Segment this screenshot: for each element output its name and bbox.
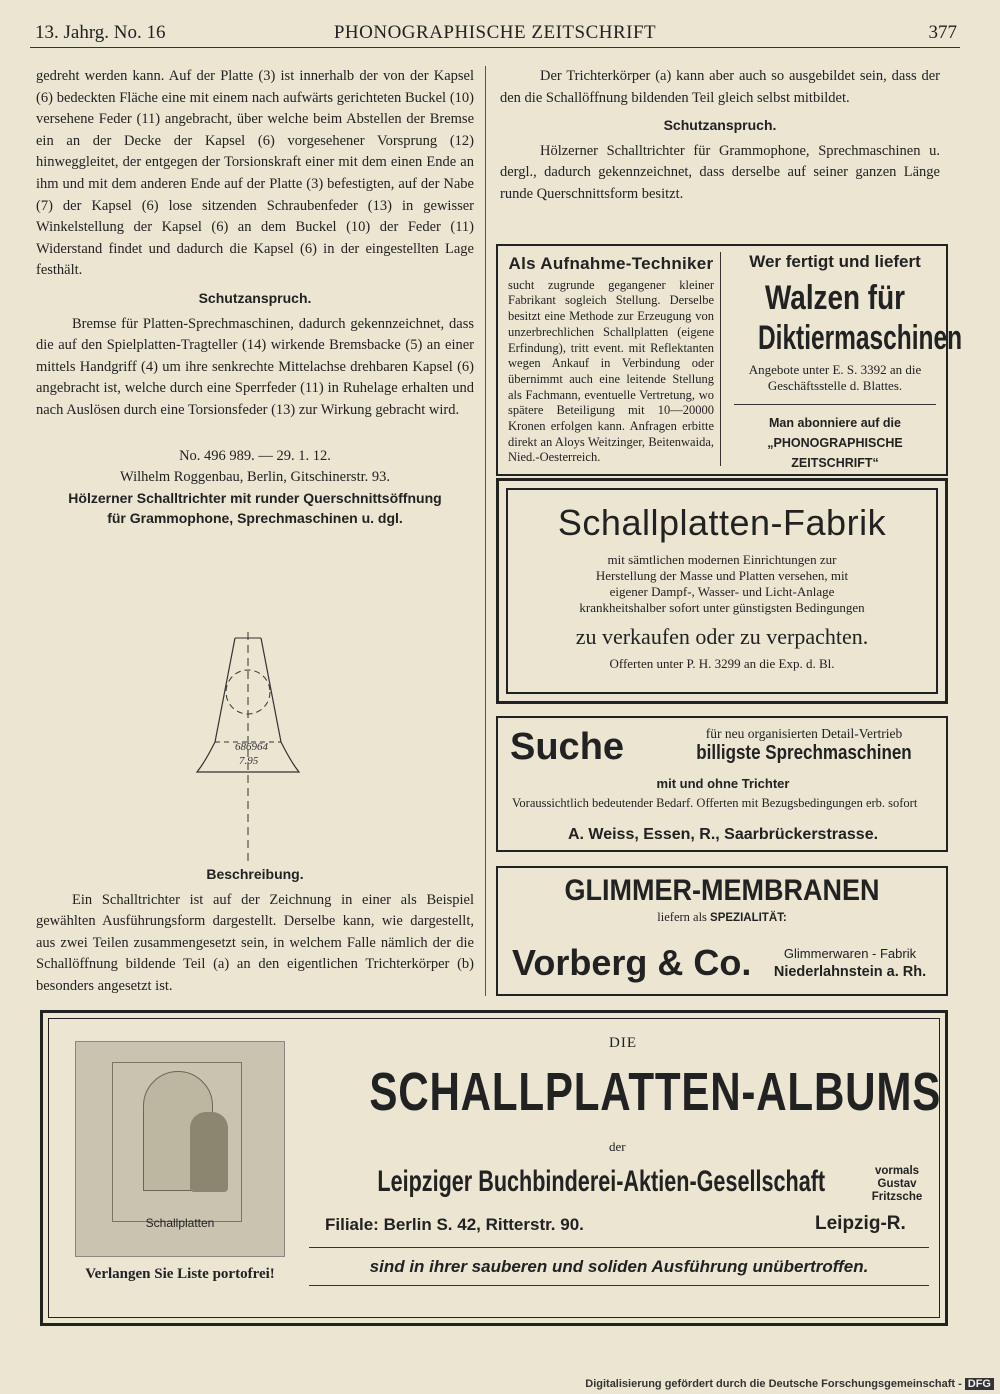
ad-line <box>498 910 946 925</box>
ad-headline: zu verkaufen oder zu verpachten. <box>575 624 869 649</box>
album-frame <box>112 1062 242 1222</box>
paragraph: Bremse für Platten-Sprechmaschinen, dadurch gekennzeichnet, dass die auf den Spielplatten-Tragteller (14) wirkende Bremsbacke (5) an einer mittels Handgriff (4) um ihre senkrechte Mittelachse drehbaren Kapsel (6) angebracht ist, welche durch eine Sperrfeder (11) in Ruhelage erhalten und nach Auslösen durch eine Torsionsfeder (13) zur Wirkung gebracht wird. <box>36 315 474 418</box>
patent-number: No. 496 989. — 29. 1. 12. <box>179 447 331 464</box>
ad-line: „PHONOGRAPHISCHE ZEITSCHRIFT“ <box>767 436 903 470</box>
ad-techniker-walzen <box>496 244 963 476</box>
right-column <box>500 66 940 206</box>
ad-inner-frame <box>506 488 938 694</box>
ad-title: Schallplatten-Fabrik <box>557 502 887 543</box>
left-column <box>36 66 474 528</box>
ad-glimmer <box>496 866 948 996</box>
ad-line: Angebote unter E. S. 3392 an die Geschäftsstelle d. Blattes. <box>748 362 922 393</box>
ad-line: Man abonniere auf die <box>769 416 901 430</box>
section-heading: Schutzanspruch. <box>198 289 312 306</box>
ad-line: Leipzig-R. <box>815 1213 906 1234</box>
ad-body: sucht zugrunde gegangener kleiner Fabrikant sogleich Stellung. Derselbe besitzt eine Methode zur Erzeugung von unzerbrechlichen Schallplatten (eigene Erfindung), tritt event. mit Reflektanten wegen Ankauf in Verbindung oder übernimmt auch eine leitende Stellung als Fachmann, eventuelle Vertretung, wo spätere Beteiligung mit 10—20000 Kronen erfolgen kann. Anfragen erbitte direkt an Aloys Weitzinger, Beitenwaida, Nied.-Oesterreich. <box>508 277 714 465</box>
ad-line: Glimmerwaren - Fabrik <box>783 946 917 961</box>
horn-drawing <box>175 632 325 862</box>
ad-line: Wer fertigt und liefert <box>749 252 921 271</box>
ad-slogan: sind in ihrer sauberen und soliden Ausführung unübertroffen. <box>369 1257 869 1276</box>
ad-company: Leipziger Buchbinderei-Aktien-Gesellschaft <box>377 1165 826 1198</box>
ad-walzen <box>728 252 963 473</box>
ad-inner-frame <box>48 1018 940 1318</box>
ad-line: Filiale: Berlin S. 42, Ritterstr. 90. <box>325 1215 584 1234</box>
ad-line: Offerten unter P. H. 3299 an die Exp. d. Bl. <box>609 656 835 671</box>
page-number: 377 <box>928 22 957 43</box>
paragraph: gedreht werden kann. Auf der Platte (3) ist innerhalb der von der Kapsel (6) bedeckten Fläche eine mit einem nach aufwärts gerichteten Buckel (10) versehene Feder (11) angebracht, über welche beim Abstellen der Bremse ein an der Decke der Kapsel (6) vorgesehener Vorsprung (12) hinweggleitet, der entgegen der Torsionskraft einer mit dem einen Ende an ihm und mit dem anderen Ende auf der Platte (3) befestigten, auf der Nabe (7) der Kapsel (6) lose sitzenden Schraubenfeder (13) in gewisser Winkelstellung der Kapsel (6) an dem Buckel (10) der Feder (11) Widerstand findet und dadurch die Kapsel (6) in der eingestellten Lage festhält. <box>36 68 474 279</box>
ad-line: SPEZIALITÄT: <box>710 912 787 924</box>
section-heading: Beschreibung. <box>206 866 304 882</box>
paragraph: Der Trichterkörper (a) kann aber auch so ausgebildet sein, dass der den die Schallöffnung bildenden Teil gleich selbst mitbildet. <box>500 68 940 106</box>
issue-label: 13. Jahrg. No. 16 <box>35 22 166 43</box>
ad-line: mit und ohne Trichter <box>651 776 796 791</box>
ad-line-ruled <box>508 776 938 792</box>
drawing-note: 686964 <box>235 741 268 753</box>
ad-title: GLIMMER-MEMBRANEN <box>564 874 880 907</box>
ad-line: DIE <box>609 1035 637 1051</box>
patent-title: Hölzerner Schalltrichter mit runder Querschnittsöffnung <box>68 489 442 506</box>
paragraph: Ein Schalltrichter ist auf der Zeichnung in einer als Beispiel gewählten Ausführungsform dargestellt. Derselbe kann, wie dargestellt, aus zwei Teilen zusammengesetzt sein, in welchem Falle nämlich der die Schallöffnung bildende Teil (a) an den eigentlichen Trichterkörper (b) besonders angesetzt ist. <box>36 891 474 994</box>
album-label: Schallplatten <box>145 1216 215 1230</box>
ad-rule <box>734 404 936 405</box>
drawing-note: 7.95 <box>239 755 259 767</box>
ad-headline: Diktiermaschinen <box>757 319 963 357</box>
left-column-lower <box>36 858 474 998</box>
section-heading: Schutzanspruch. <box>663 117 777 134</box>
ad-firm: Vorberg & Co. <box>512 942 752 983</box>
ad-line: der <box>609 1139 626 1154</box>
ad-line: liefern als <box>657 910 707 924</box>
ad-line: Verlangen Sie Liste portofrei! <box>85 1266 275 1282</box>
ad-divider <box>720 252 721 466</box>
ad-line: für neu organisierten Detail-Vertrieb <box>705 726 903 741</box>
paragraph: Hölzerner Schalltrichter für Grammophone, Sprechmaschinen u. dergl., dadurch gekennzeichnet, dass derselbe auf seiner ganzen Länge runde Querschnittsform besitzt. <box>500 142 940 202</box>
ad-line: Niederlahnstein a. Rh. <box>773 964 927 980</box>
patent-holder: Wilhelm Roggenbau, Berlin, Gitschinerstr. 93. <box>119 468 391 485</box>
dfg-logo: DFG <box>965 1378 994 1390</box>
ad-rule <box>309 1247 929 1248</box>
ad-line: vormals Gustav Fritzsche <box>871 1165 923 1203</box>
ad-address: A. Weiss, Essen, R., Saarbrückerstrasse. <box>567 826 879 843</box>
ad-body: Voraussichtlich bedeutender Bedarf. Offerten mit Bezugsbedingungen erb. sofort <box>512 796 918 810</box>
album-figure <box>190 1112 228 1192</box>
journal-title: PHONOGRAPHISCHE ZEITSCHRIFT <box>333 22 657 43</box>
ad-title: SCHALLPLATTEN-ALBUMS <box>369 1062 942 1122</box>
column-divider <box>485 66 486 996</box>
ad-rule <box>309 1285 929 1286</box>
ad-headline: Suche <box>510 726 625 768</box>
ad-techniker <box>508 256 714 466</box>
ad-headline: billigste Sprechmaschinen <box>696 742 912 764</box>
ad-body: mit sämtlichen modernen Einrichtungen zur Herstellung der Masse und Platten versehen, mit eigener Dampf-, Wasser- und Licht-Anlage krankheitshalber sofort unter günstigsten Bedingungen <box>579 552 865 615</box>
album-arch <box>143 1071 213 1191</box>
album-image <box>75 1041 285 1257</box>
ad-fabrik <box>496 478 948 704</box>
page-header <box>30 18 960 48</box>
ad-headline: Walzen für <box>765 279 905 317</box>
ad-albums <box>40 1010 948 1326</box>
ad-suche <box>496 716 948 852</box>
patent-title: für Grammophone, Sprechmaschinen u. dgl. <box>107 509 403 526</box>
ad-title: Als Aufnahme-Techniker <box>508 254 714 273</box>
footer-text: Digitalisierung gefördert durch die Deutsche Forschungsgemeinschaft - <box>585 1378 962 1390</box>
footer <box>585 1378 994 1390</box>
